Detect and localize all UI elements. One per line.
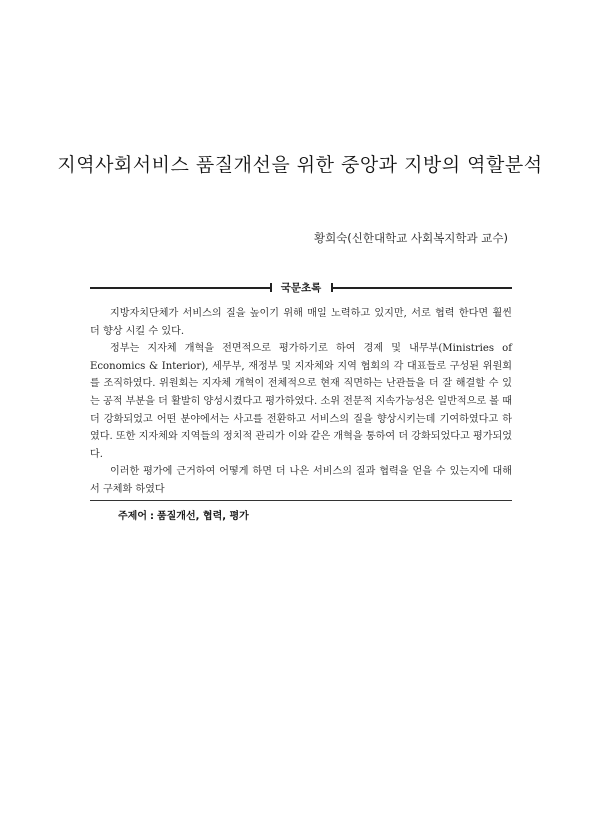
abstract-heading-cap-left [270, 283, 272, 292]
paper-title: 지역사회서비스 품질개선을 위한 중앙과 지방의 역할분석 [57, 154, 543, 176]
abstract-paragraph: 정부는 지자체 개혁을 전면적으로 평가하기로 하여 경제 및 내무부(Ministries of Economics & Interior), 세무부, 재정부 및 지자체와 지역 협회의 각 대표들로 구성된 위원회를 조직하였다. 위원회는 지자체 개혁이 전체적으로 현재 직면하는 난관들을 더 잘 해결할 수 있는 공적 부분을 더 활발히 양성시켰다고 평가하였다. 소위 전문적 지속가능성은 일반적으로 볼 때 더 강화되었고 어떤 분야에서는 사고를 전환하고 서비스의 질을 향상시키는데 기여하였다고 하였다. 또한 지자체와 지역들의 정치적 관리가 이와 같은 개혁을 통하여 더 강화되었다고 평가되었다. [90, 343, 512, 460]
keywords-label: 주제어 [118, 511, 147, 522]
abstract-heading-rule-right [332, 287, 512, 289]
keywords-separator: : [149, 511, 154, 522]
abstract-heading-rule-left [90, 287, 270, 289]
abstract-paragraph: 지방자치단체가 서비스의 질을 높이기 위해 매일 노력하고 있지만, 서로 협력 한다면 훨씬 더 향상 시킬 수 있다. [90, 308, 512, 337]
keywords-value: 품질개선, 협력, 평가 [156, 511, 249, 522]
author-affiliation: 황희숙(신한대학교 사회복지학과 교수) [313, 231, 508, 245]
keywords-line [118, 507, 249, 522]
abstract-paragraph: 이러한 평가에 근거하여 어떻게 하면 더 나은 서비스의 질과 협력을 얻을 수 있는지에 대해서 구체화 하였다 [90, 466, 512, 495]
abstract-body [90, 305, 512, 499]
abstract-bottom-rule [90, 500, 512, 501]
abstract-heading: 국문초록 [280, 282, 322, 294]
abstract-heading-bar [90, 280, 512, 296]
